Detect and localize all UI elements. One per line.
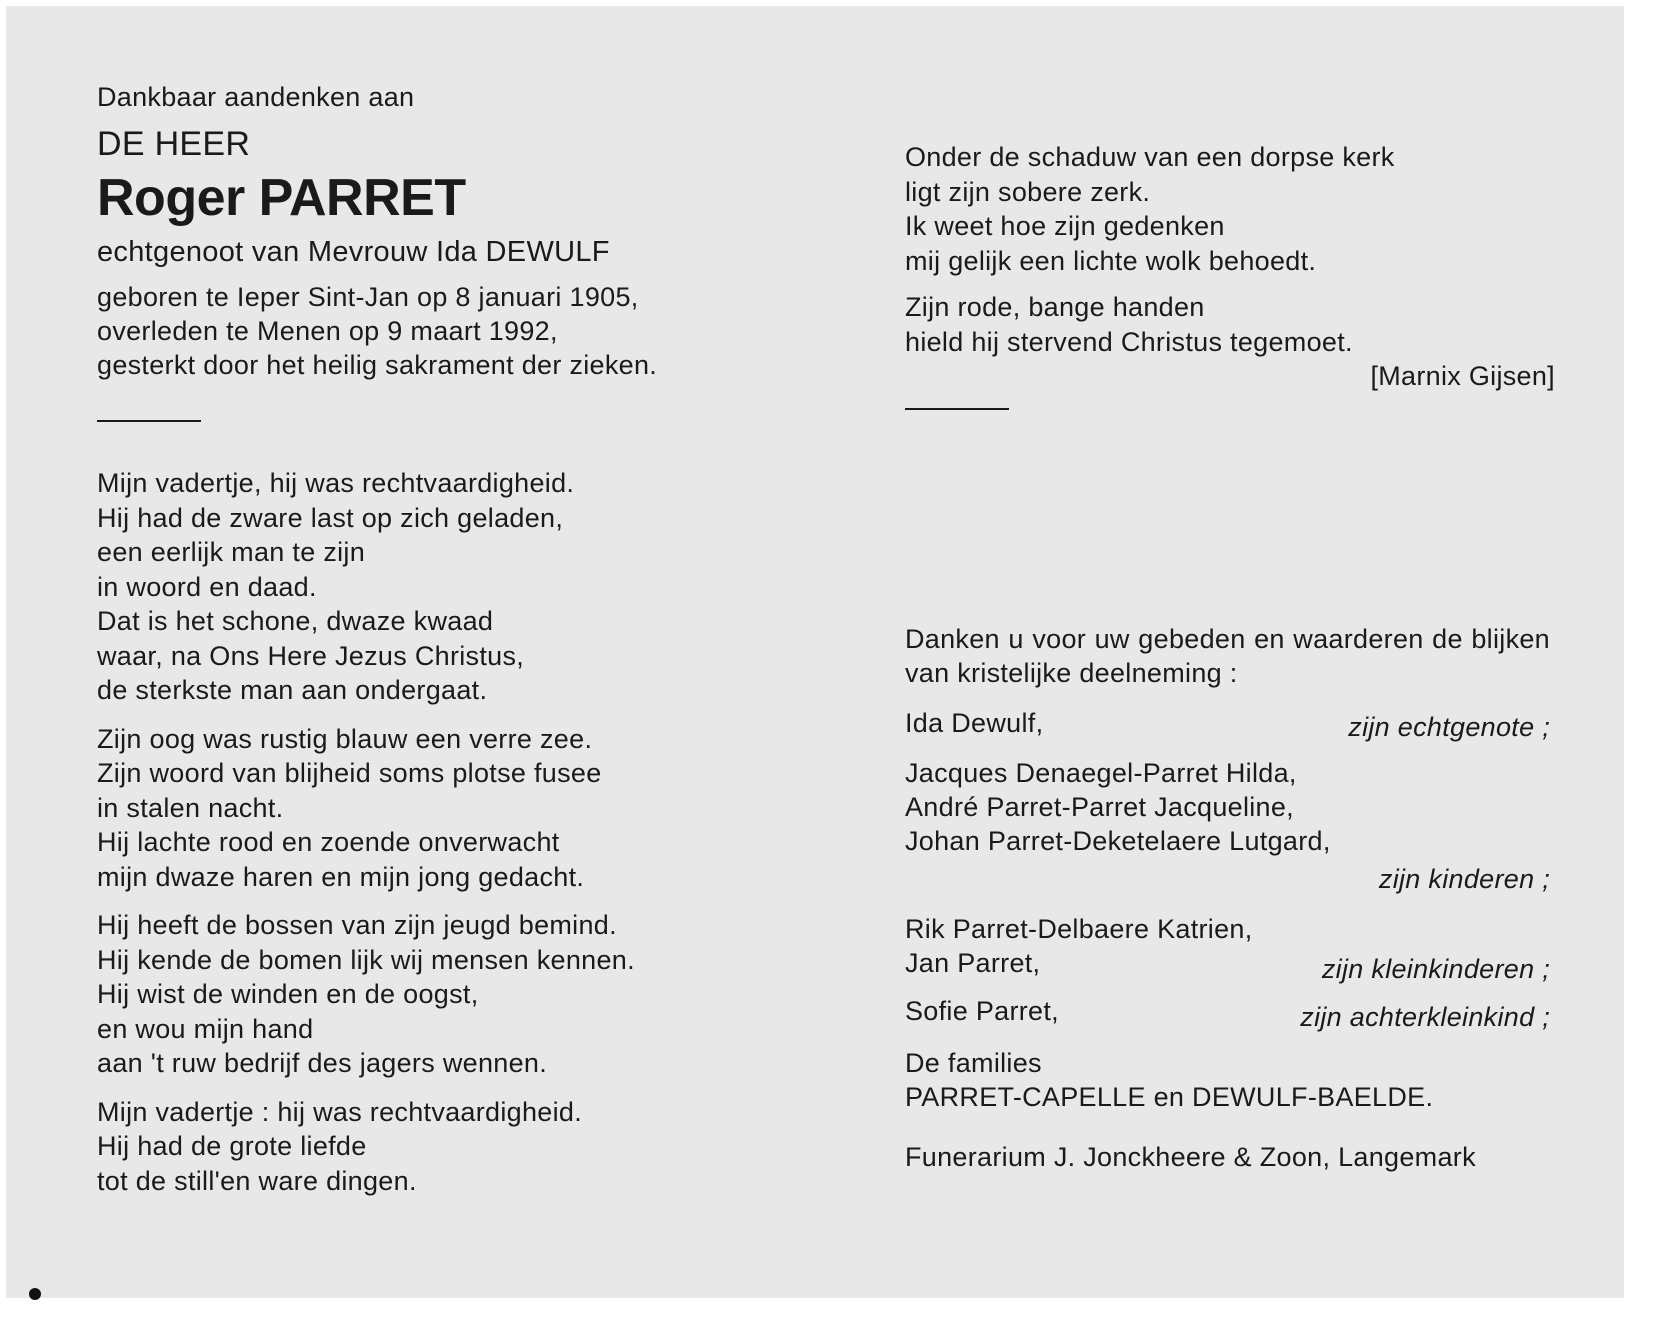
poem-line: Zijn rode, bange handen bbox=[905, 292, 1205, 322]
poem-stanza bbox=[905, 290, 1555, 394]
relative-name: Jacques Denaegel-Parret Hilda, bbox=[905, 758, 1297, 788]
grandchildren-block bbox=[905, 912, 1550, 984]
poem-line: Zijn woord van blijheid soms plotse fusee bbox=[97, 758, 602, 788]
right-column bbox=[905, 140, 1555, 410]
intro-text: Dankbaar aandenken aan bbox=[97, 82, 415, 112]
poem-line: Hij had de zware last op zich geladen, bbox=[97, 502, 564, 533]
relation-label: zijn kinderen ; bbox=[1378, 864, 1550, 894]
spouse-row bbox=[905, 706, 1550, 740]
relation-label: zijn kleinkinderen ; bbox=[1321, 954, 1550, 984]
relative-name: Ida Dewulf, bbox=[905, 708, 1044, 738]
poem-stanza bbox=[97, 1095, 797, 1199]
poem-line: en wou mijn hand bbox=[97, 1013, 314, 1044]
relative-name: Jan Parret, bbox=[905, 948, 1041, 978]
grandchildren-row bbox=[905, 946, 1550, 984]
deceased-name: Roger PARRET bbox=[97, 169, 466, 227]
relation-label: zijn achterkleinkind ; bbox=[1300, 1002, 1550, 1032]
greatgrandchild-row bbox=[905, 994, 1550, 1032]
birth-line: geboren te Ieper Sint-Jan op 8 januari 1905, bbox=[97, 282, 639, 312]
poem-line: Zijn oog was rustig blauw een verre zee. bbox=[97, 723, 593, 754]
poem-line: mijn dwaze haren en mijn jong gedacht. bbox=[97, 861, 585, 892]
scan-speck bbox=[29, 1288, 41, 1300]
poem-line: mij gelijk een lichte wolk behoedt. bbox=[905, 245, 1317, 276]
relative-name: André Parret-Parret Jacqueline, bbox=[905, 792, 1294, 822]
poem-line: Hij heeft de bossen van zijn jeugd bemind. bbox=[97, 910, 617, 940]
poem-line: Onder de schaduw van een dorpse kerk bbox=[905, 142, 1395, 172]
relative-name: Rik Parret-Delbaere Katrien, bbox=[905, 914, 1253, 944]
spouse-line: echtgenoot van Mevrouw Ida DEWULF bbox=[97, 236, 610, 268]
death-line: overleden te Menen op 9 maart 1992, bbox=[97, 316, 558, 346]
thanks-section bbox=[905, 622, 1550, 1174]
children-block bbox=[905, 756, 1550, 896]
poem-line: Mijn vadertje, hij was rechtvaardigheid. bbox=[97, 468, 575, 498]
poem-stanza bbox=[905, 140, 1555, 278]
honorific: DE HEER bbox=[97, 125, 251, 163]
poem-line: Hij wist de winden en de oogst, bbox=[97, 979, 479, 1009]
poem-line: hield hij stervend Christus tegemoet. bbox=[905, 326, 1353, 357]
poem-line: Hij lachte rood en zoende onverwacht bbox=[97, 827, 560, 857]
funeral-home: Funerarium J. Jonckheere & Zoon, Langemark bbox=[905, 1142, 1476, 1172]
poem-stanza bbox=[97, 908, 797, 1081]
poem-line: aan 't ruw bedrijf des jagers wennen. bbox=[97, 1048, 548, 1078]
poem-attribution: [Marnix Gijsen] bbox=[1370, 361, 1555, 391]
families-names: PARRET-CAPELLE en DEWULF-BAELDE. bbox=[905, 1082, 1434, 1112]
poem-line: Mijn vadertje : hij was rechtvaardigheid. bbox=[97, 1096, 583, 1127]
thanks-intro: Danken u voor uw gebeden en waarderen de blijken van kristelijke deelneming : bbox=[905, 624, 1550, 688]
relative-name: Sofie Parret, bbox=[905, 996, 1059, 1026]
poem-stanza bbox=[97, 722, 797, 895]
families-label: De families bbox=[905, 1048, 1042, 1078]
relation-label: zijn echtgenote ; bbox=[1348, 712, 1550, 742]
poem-line: Hij had de grote liefde bbox=[97, 1131, 367, 1161]
poem-line: de sterkste man aan ondergaat. bbox=[97, 675, 488, 705]
poem-line: tot de still'en ware dingen. bbox=[97, 1165, 417, 1196]
poem-stanza bbox=[97, 466, 797, 708]
sacrament-line: gesterkt door het heilig sakrament der zieken. bbox=[97, 350, 658, 380]
scan-border-bottom bbox=[0, 1298, 1657, 1339]
poem-line: Dat is het schone, dwaze kwaad bbox=[97, 606, 494, 636]
poem-line: een eerlijk man te zijn bbox=[97, 537, 366, 567]
poem-line: in stalen nacht. bbox=[97, 792, 284, 823]
left-column bbox=[97, 80, 797, 1212]
relative-name: Johan Parret-Deketelaere Lutgard, bbox=[905, 826, 1331, 856]
poem-line: Hij kende de bomen lijk wij mensen kennen. bbox=[97, 944, 635, 975]
vital-dates bbox=[97, 280, 797, 382]
divider bbox=[905, 408, 1009, 410]
poem-line: waar, na Ons Here Jezus Christus, bbox=[97, 640, 525, 671]
scan-border-right bbox=[1624, 0, 1657, 1339]
families-block bbox=[905, 1046, 1550, 1114]
poem-line: in woord en daad. bbox=[97, 571, 317, 602]
poem-line: Ik weet hoe zijn gedenken bbox=[905, 211, 1225, 241]
divider bbox=[97, 420, 201, 422]
poem-line: ligt zijn sobere zerk. bbox=[905, 176, 1151, 207]
